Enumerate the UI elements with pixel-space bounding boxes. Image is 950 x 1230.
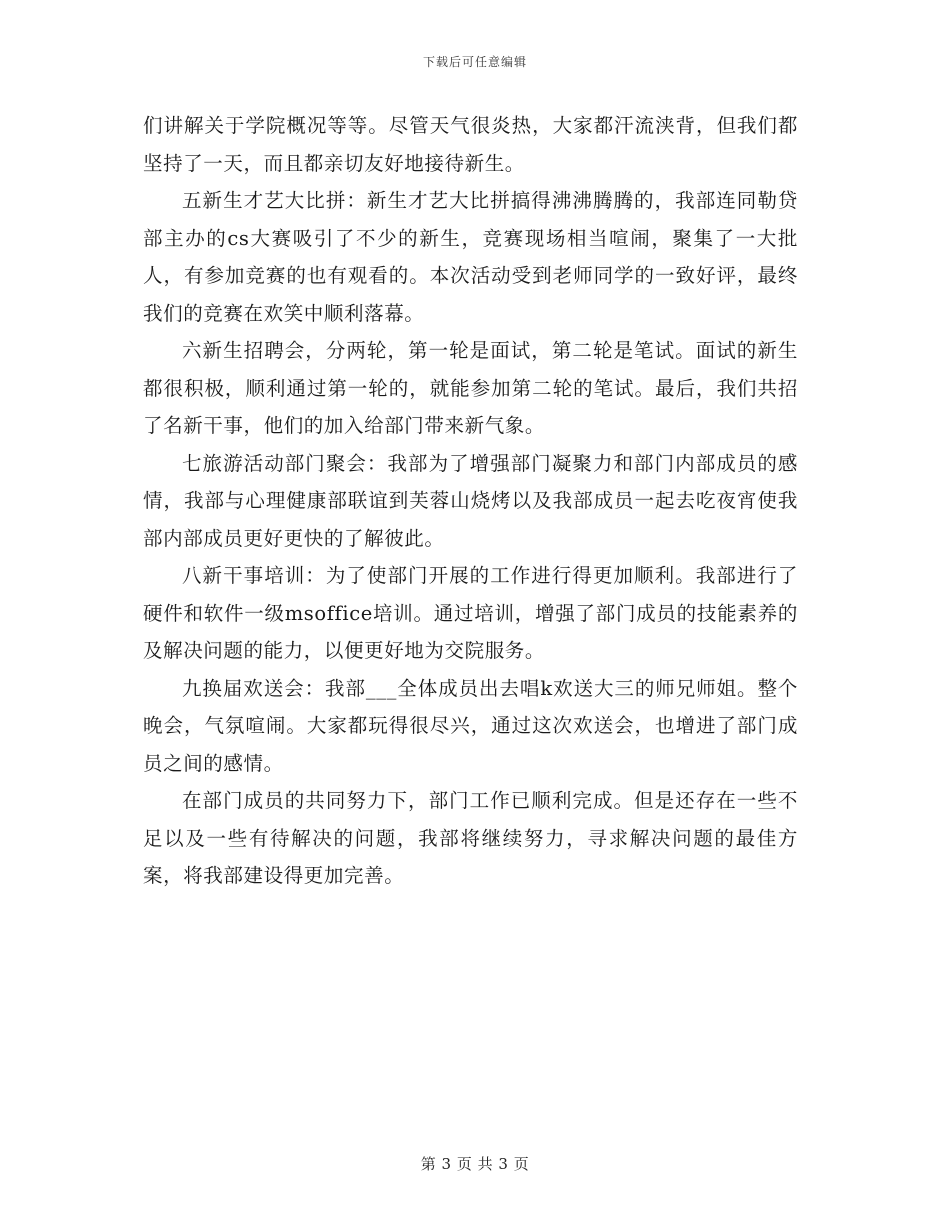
paragraph-farewell-party: 九换届欢送会：我部___全体成员出去唱k欢送大三的师兄师姐。整个晚会，气氛喧闹。大家都玩得很尽兴，通过这次欢送会，也增进了部门成员之间的感情。 bbox=[143, 676, 798, 775]
page-number: 第 3 页 共 3 页 bbox=[420, 1155, 530, 1173]
header-note: 下载后可任意编辑 bbox=[422, 55, 527, 69]
paragraph-department-gathering: 七旅游活动部门聚会：我部为了增强部门凝聚力和部门内部成员的感情，我部与心理健康部联谊到芙蓉山烧烤以及我部成员一起去吃夜宵使我部内部成员更好更快的了解彼此。 bbox=[143, 451, 798, 550]
document-body bbox=[143, 107, 798, 895]
paragraph-staff-training: 八新干事培训：为了使部门开展的工作进行得更加顺利。我部进行了硬件和软件一级msoffice培训。通过培训，增强了部门成员的技能素养的及解决问题的能力，以便更好地为交院服务。 bbox=[143, 564, 798, 662]
paragraph-talent-show: 五新生才艺大比拼：新生才艺大比拼搞得沸沸腾腾的，我部连同勒贷部主办的cs大赛吸引了不少的新生，竞赛现场相当喧闹，聚集了一大批人，有参加竞赛的也有观看的。本次活动受到老师同学的一致好评，最终我们的竞赛在欢笑中顺利落幕。 bbox=[143, 189, 798, 325]
paragraph-continuation: 们讲解关于学院概况等等。尽管天气很炎热，大家都汗流浃背，但我们都坚持了一天，而且都亲切友好地接待新生。 bbox=[143, 114, 798, 175]
paragraph-conclusion: 在部门成员的共同努力下，部门工作已顺利完成。但是还存在一些不足以及一些有待解决的问题，我部将继续努力，寻求解决问题的最佳方案，将我部建设得更加完善。 bbox=[143, 789, 798, 887]
paragraph-recruitment: 六新生招聘会，分两轮，第一轮是面试，第二轮是笔试。面试的新生都很积极，顺利通过第一轮的，就能参加第二轮的笔试。最后，我们共招了名新干事，他们的加入给部门带来新气象。 bbox=[143, 339, 798, 437]
